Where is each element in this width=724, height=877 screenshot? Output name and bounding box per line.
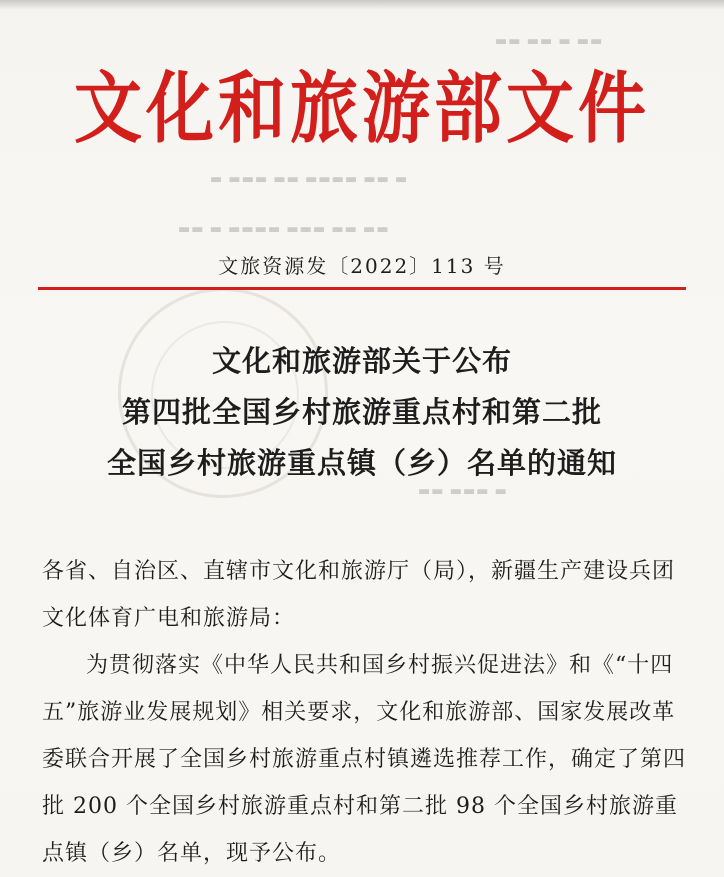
red-divider-line bbox=[38, 287, 686, 290]
notice-title-line: 全国乡村旅游重点镇（乡）名单的通知 bbox=[106, 446, 617, 480]
salutation: 各省、自治区、直辖市文化和旅游厅（局），新疆生产建设兵团文化体育广电和旅游局： bbox=[42, 559, 676, 631]
issuer-header-title: 文化和旅游部文件 bbox=[73, 64, 650, 155]
notice-body bbox=[42, 548, 692, 877]
notice-title-line: 文化和旅游部关于公布 bbox=[211, 344, 512, 378]
bleed-through-text: ▬ ▬▬▬ ▬▬ ▬▬▬▬ ▬▬ ▬ bbox=[210, 172, 409, 187]
bleed-through-text: ▬▬ ▬▬ ▬ ▬▬ bbox=[495, 34, 604, 49]
body-paragraph: 为贯彻落实《中华人民共和国乡村振兴促进法》和《“十四五”旅游业发展规划》相关要求，文化和旅游部、国家发展改革委联合开展了全国乡村旅游重点村镇遴选推荐工作，确定了第四批 200 个全国乡村旅游重点村和第二批 98 个全国乡村旅游重点镇（乡）名单，现予公布。 bbox=[42, 653, 687, 866]
scan-shadow bbox=[0, 0, 724, 10]
notice-title bbox=[0, 336, 724, 489]
notice-title-line: 第四批全国乡村旅游重点村和第二批 bbox=[121, 395, 602, 429]
bleed-through-text: ▬▬ ▬▬▬ ▬ bbox=[418, 484, 508, 499]
document-number: 文旅资源发〔2022〕113 号 bbox=[218, 254, 506, 278]
bleed-through-text: ▬▬ ▬ ▬▬▬▬ ▬▬▬ ▬▬ ▬▬ bbox=[178, 222, 390, 237]
